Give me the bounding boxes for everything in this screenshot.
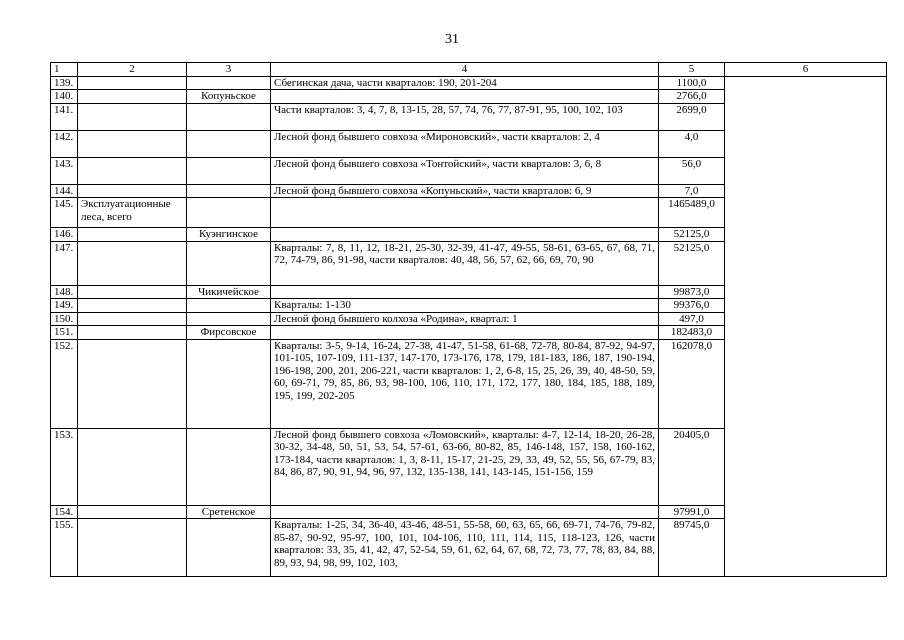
area-cell: 52125,0 — [659, 228, 725, 242]
row-number-cell: 152. — [51, 339, 78, 428]
row-number-cell: 154. — [51, 505, 78, 519]
area-cell: 89745,0 — [659, 519, 725, 577]
forest-category-cell — [78, 299, 187, 313]
forest-category-cell — [78, 339, 187, 428]
row-number-cell: 153. — [51, 428, 78, 505]
forest-category-cell: Эксплуатационные леса, всего — [78, 198, 187, 228]
row-number-cell: 149. — [51, 299, 78, 313]
forest-category-cell — [78, 228, 187, 242]
forest-quarters-table — [50, 62, 887, 577]
header-col-2: 2 — [78, 63, 187, 77]
forest-category-cell — [78, 505, 187, 519]
row-number-cell: 141. — [51, 103, 78, 130]
district-forestry-cell — [187, 299, 271, 313]
forest-category-cell — [78, 519, 187, 577]
notes-cell — [725, 76, 887, 577]
quarters-description-cell: Лесной фонд бывшего совхоза «Копуньский», части кварталов: 6, 9 — [271, 184, 659, 198]
row-number-cell: 139. — [51, 76, 78, 90]
table-row — [51, 76, 887, 90]
area-cell: 1465489,0 — [659, 198, 725, 228]
area-cell: 4,0 — [659, 130, 725, 157]
row-number-cell: 151. — [51, 326, 78, 340]
row-number-cell: 155. — [51, 519, 78, 577]
quarters-description-cell: Лесной фонд бывшего совхоза «Мироновский», части кварталов: 2, 4 — [271, 130, 659, 157]
quarters-description-cell: Кварталы: 1-25, 34, 36-40, 43-46, 48-51, 55-58, 60, 63, 65, 66, 69-71, 74-76, 79-82, 85-87, 90-92, 95-97, 100, 101, 104-106, 110, 111, 114, 115, 118-123, 126, части кварталов: 33, 35, 41, 42, 47, 52-54, 59, 61, 62, 64, 67, 68, 72, 73, 77, 78, 83, 84, 88, 89, 93, 94, 98, 99, 102, 103, — [271, 519, 659, 577]
area-cell: 99873,0 — [659, 285, 725, 299]
area-cell: 497,0 — [659, 312, 725, 326]
forest-category-cell — [78, 90, 187, 104]
district-forestry-cell: Копуньское — [187, 90, 271, 104]
quarters-description-cell — [271, 228, 659, 242]
district-forestry-cell: Сретенское — [187, 505, 271, 519]
quarters-description-cell: Лесной фонд бывшего совхоза «Тонтойский», части кварталов: 3, 6, 8 — [271, 157, 659, 184]
row-number-cell: 140. — [51, 90, 78, 104]
row-number-cell: 147. — [51, 241, 78, 285]
forest-category-cell — [78, 326, 187, 340]
forest-category-cell — [78, 184, 187, 198]
quarters-description-cell: Кварталы: 7, 8, 11, 12, 18-21, 25-30, 32-39, 41-47, 49-55, 58-61, 63-65, 67, 68, 71, 72, 74-79, 86, 91-98, части кварталов: 40, 48, 56, 57, 62, 66, 69, 70, 90 — [271, 241, 659, 285]
area-cell: 182483,0 — [659, 326, 725, 340]
row-number-cell: 143. — [51, 157, 78, 184]
forest-category-cell — [78, 428, 187, 505]
area-cell: 162078,0 — [659, 339, 725, 428]
district-forestry-cell — [187, 76, 271, 90]
forest-category-cell — [78, 130, 187, 157]
quarters-description-cell — [271, 326, 659, 340]
header-col-5: 5 — [659, 63, 725, 77]
area-cell: 7,0 — [659, 184, 725, 198]
area-cell: 2766,0 — [659, 90, 725, 104]
quarters-description-cell: Сбегинская дача, части кварталов: 190, 201-204 — [271, 76, 659, 90]
district-forestry-cell — [187, 198, 271, 228]
district-forestry-cell — [187, 519, 271, 577]
quarters-description-cell: Кварталы: 3-5, 9-14, 16-24, 27-38, 41-47, 51-58, 61-68, 72-78, 80-84, 87-92, 94-97, 101-105, 107-109, 111-137, 147-170, 173-176, 178, 179, 181-183, 186, 187, 190-194, 196-198, 200, 201, 206-221, части кварталов: 1, 2, 6-8, 15, 25, 26, 39, 40, 48-50, 59, 60, 69-71, 79, 85, 86, 93, 98-100, 106, 110, 171, 172, 177, 180, 184, 185, 188, 189, 195, 199, 202-205 — [271, 339, 659, 428]
district-forestry-cell — [187, 339, 271, 428]
area-cell: 20405,0 — [659, 428, 725, 505]
district-forestry-cell — [187, 157, 271, 184]
quarters-description-cell — [271, 505, 659, 519]
area-cell: 97991,0 — [659, 505, 725, 519]
district-forestry-cell — [187, 130, 271, 157]
district-forestry-cell: Куэнгинское — [187, 228, 271, 242]
row-number-cell: 145. — [51, 198, 78, 228]
quarters-description-cell: Лесной фонд бывшего колхоза «Родина», квартал: 1 — [271, 312, 659, 326]
quarters-description-cell: Лесной фонд бывшего совхоза «Ломовский», кварталы: 4-7, 12-14, 18-20, 26-28, 30-32, 34-48, 50, 51, 53, 54, 57-61, 63-66, 80-82, 85, 146-148, 157, 158, 160-162, 173-184, части кварталов: 1, 3, 8-11, 15-17, 21-25, 29, 33, 49, 52, 55, 56, 67-79, 83, 84, 86, 87, 90, 91, 94, 96, 97, 132, 135-138, 141, 143-145, 151-156, 159 — [271, 428, 659, 505]
area-cell: 56,0 — [659, 157, 725, 184]
district-forestry-cell — [187, 241, 271, 285]
district-forestry-cell — [187, 312, 271, 326]
quarters-description-cell — [271, 90, 659, 104]
header-row — [51, 63, 887, 77]
forest-category-cell — [78, 157, 187, 184]
row-number-cell: 146. — [51, 228, 78, 242]
header-col-3: 3 — [187, 63, 271, 77]
header-col-1: 1 — [51, 63, 78, 77]
row-number-cell: 144. — [51, 184, 78, 198]
quarters-description-cell: Части кварталов: 3, 4, 7, 8, 13-15, 28, 57, 74, 76, 77, 87-91, 95, 100, 102, 103 — [271, 103, 659, 130]
area-cell: 99376,0 — [659, 299, 725, 313]
district-forestry-cell — [187, 184, 271, 198]
forest-category-cell — [78, 76, 187, 90]
forest-category-cell — [78, 312, 187, 326]
forest-category-cell — [78, 103, 187, 130]
row-number-cell: 150. — [51, 312, 78, 326]
header-col-6: 6 — [725, 63, 887, 77]
district-forestry-cell: Фирсовское — [187, 326, 271, 340]
quarters-description-cell: Кварталы: 1-130 — [271, 299, 659, 313]
quarters-description-cell — [271, 285, 659, 299]
district-forestry-cell — [187, 428, 271, 505]
forest-category-cell — [78, 285, 187, 299]
district-forestry-cell — [187, 103, 271, 130]
area-cell: 1100,0 — [659, 76, 725, 90]
district-forestry-cell: Чикичейское — [187, 285, 271, 299]
header-col-4: 4 — [271, 63, 659, 77]
quarters-description-cell — [271, 198, 659, 228]
area-cell: 52125,0 — [659, 241, 725, 285]
page-number: 31 — [445, 32, 459, 47]
row-number-cell: 142. — [51, 130, 78, 157]
area-cell: 2699,0 — [659, 103, 725, 130]
row-number-cell: 148. — [51, 285, 78, 299]
forest-category-cell — [78, 241, 187, 285]
